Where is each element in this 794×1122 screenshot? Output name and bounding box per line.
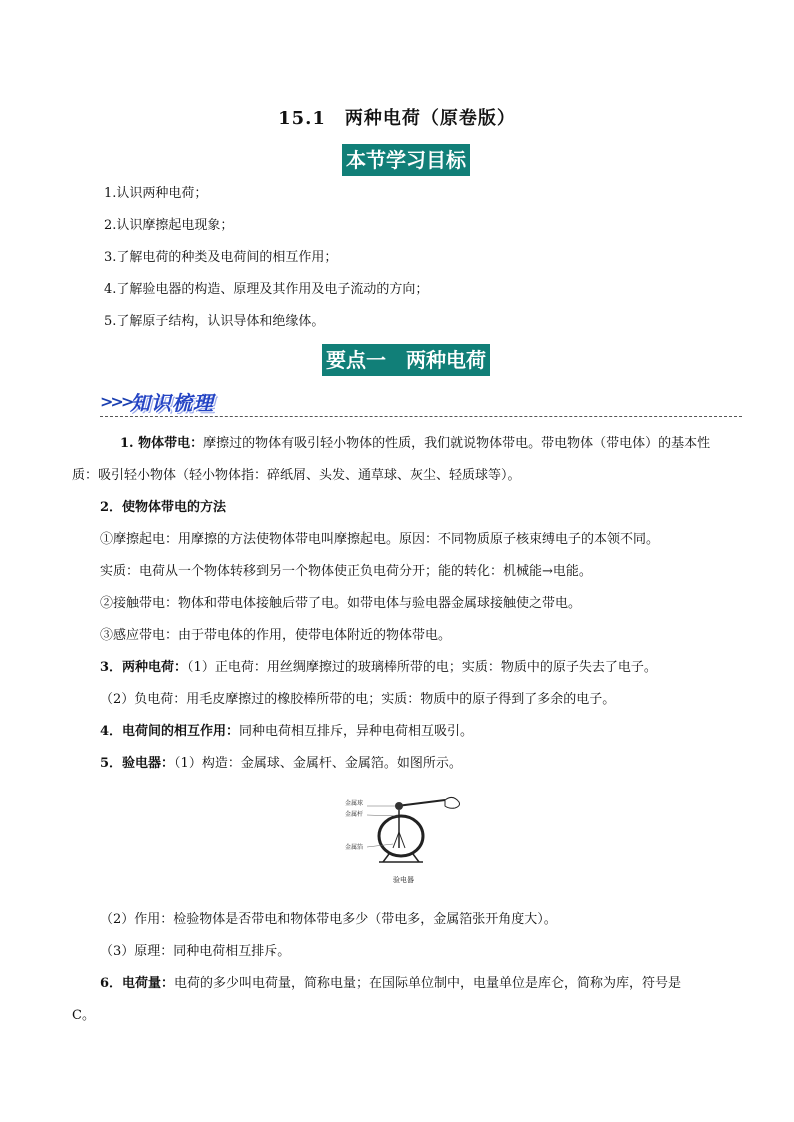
section-1-line-2: 质：吸引轻小物体（轻小物体指：碎纸屑、头发、通草球、灰尘、轻质球等）。 bbox=[72, 468, 521, 483]
section-1-text: 摩擦过的物体有吸引轻小物体的性质，我们就说物体带电。带电物体（带电体）的基本性 bbox=[203, 436, 711, 451]
section-2-heading: 2．使物体带电的方法 bbox=[100, 500, 227, 515]
goal-item: 1.认识两种电荷； bbox=[104, 186, 208, 201]
section-5-principle: （3）原理：同种电荷相互排斥。 bbox=[100, 944, 291, 959]
section-3-line-1 bbox=[100, 656, 657, 675]
goal-item: 2.认识摩擦起电现象； bbox=[104, 218, 234, 233]
goal-item: 4.了解验电器的构造、原理及其作用及电子流动的方向； bbox=[104, 282, 429, 297]
section-2-contact: ②接触带电：物体和带电体接触后带了电。如带电体与验电器金属球接触使之带电。 bbox=[100, 596, 582, 611]
section-3-line-2: （2）负电荷：用毛皮摩擦过的橡胶棒所带的电；实质：物质中的原子得到了多余的电子。 bbox=[100, 692, 616, 707]
section-5-function: （2）作用：检验物体是否带电和物体带电多少（带电多，金属箔张开角度大）。 bbox=[100, 912, 557, 927]
document-title: 15.1 两种电荷（原卷版） bbox=[278, 108, 516, 129]
section-1-label: 1. 物体带电： bbox=[120, 436, 204, 451]
section-3-text: （1）正电荷：用丝绸摩擦过的玻璃棒所带的电；实质：物质中的原子失去了电子。 bbox=[187, 660, 657, 675]
section-5-label: 5．验电器： bbox=[100, 756, 175, 771]
metal-foil-right bbox=[399, 832, 405, 848]
label-metal-foil: 金属箔 bbox=[345, 844, 364, 851]
figure-caption: 验电器 bbox=[393, 876, 414, 884]
section-6-text: 电荷的多少叫电荷量，简称电量；在国际单位制中，电量单位是库仑，简称为库，符号是 bbox=[174, 976, 682, 991]
goal-item: 3.了解电荷的种类及电荷间的相互作用； bbox=[104, 250, 338, 265]
section-5-text: （1）构造：金属球、金属杆、金属箔。如图所示。 bbox=[174, 756, 462, 771]
metal-ball bbox=[395, 802, 403, 810]
section-4-label: 4．电荷间的相互作用： bbox=[100, 724, 240, 739]
electroscope-diagram bbox=[345, 786, 465, 886]
label-metal-rod: 金属杆 bbox=[345, 811, 364, 818]
section-1-line-1 bbox=[120, 432, 710, 451]
section-2-friction: ①摩擦起电：用摩擦的方法使物体带电叫摩擦起电。原因：不同物质原子核束缚电子的本领不同。 bbox=[100, 532, 660, 547]
triple-chevron-icon: >>> bbox=[100, 392, 132, 411]
section-2-induction: ③感应带电：由于带电体的作用，使带电体附近的物体带电。 bbox=[100, 628, 452, 643]
section-6-label: 6．电荷量： bbox=[100, 976, 175, 991]
section-6-line-2: C。 bbox=[72, 1008, 95, 1023]
section-3-label: 3．两种电荷： bbox=[100, 660, 188, 675]
section-2-essence: 实质：电荷从一个物体转移到另一个物体使正负电荷分开；能的转化：机械能→电能。 bbox=[100, 564, 592, 579]
section-5-line bbox=[100, 752, 462, 771]
knowledge-summary-badge bbox=[100, 386, 230, 414]
goal-list bbox=[104, 183, 428, 343]
section-4-line bbox=[100, 720, 473, 739]
section-6-line-1 bbox=[100, 972, 681, 991]
label-metal-ball: 金属球 bbox=[345, 800, 364, 807]
electroscope-figure bbox=[345, 786, 465, 886]
section-4-text: 同种电荷相互排斥，异种电荷相互吸引。 bbox=[239, 724, 474, 739]
goal-item: 5.了解原子结构，认识导体和绝缘体。 bbox=[104, 314, 325, 329]
metal-foil-left bbox=[393, 832, 399, 848]
knowledge-summary-label: 知识梳理 bbox=[130, 391, 214, 415]
dashed-divider bbox=[100, 416, 742, 417]
learning-goals-banner: 本节学习目标 bbox=[342, 144, 470, 176]
key-point-banner: 要点一 两种电荷 bbox=[322, 344, 490, 376]
